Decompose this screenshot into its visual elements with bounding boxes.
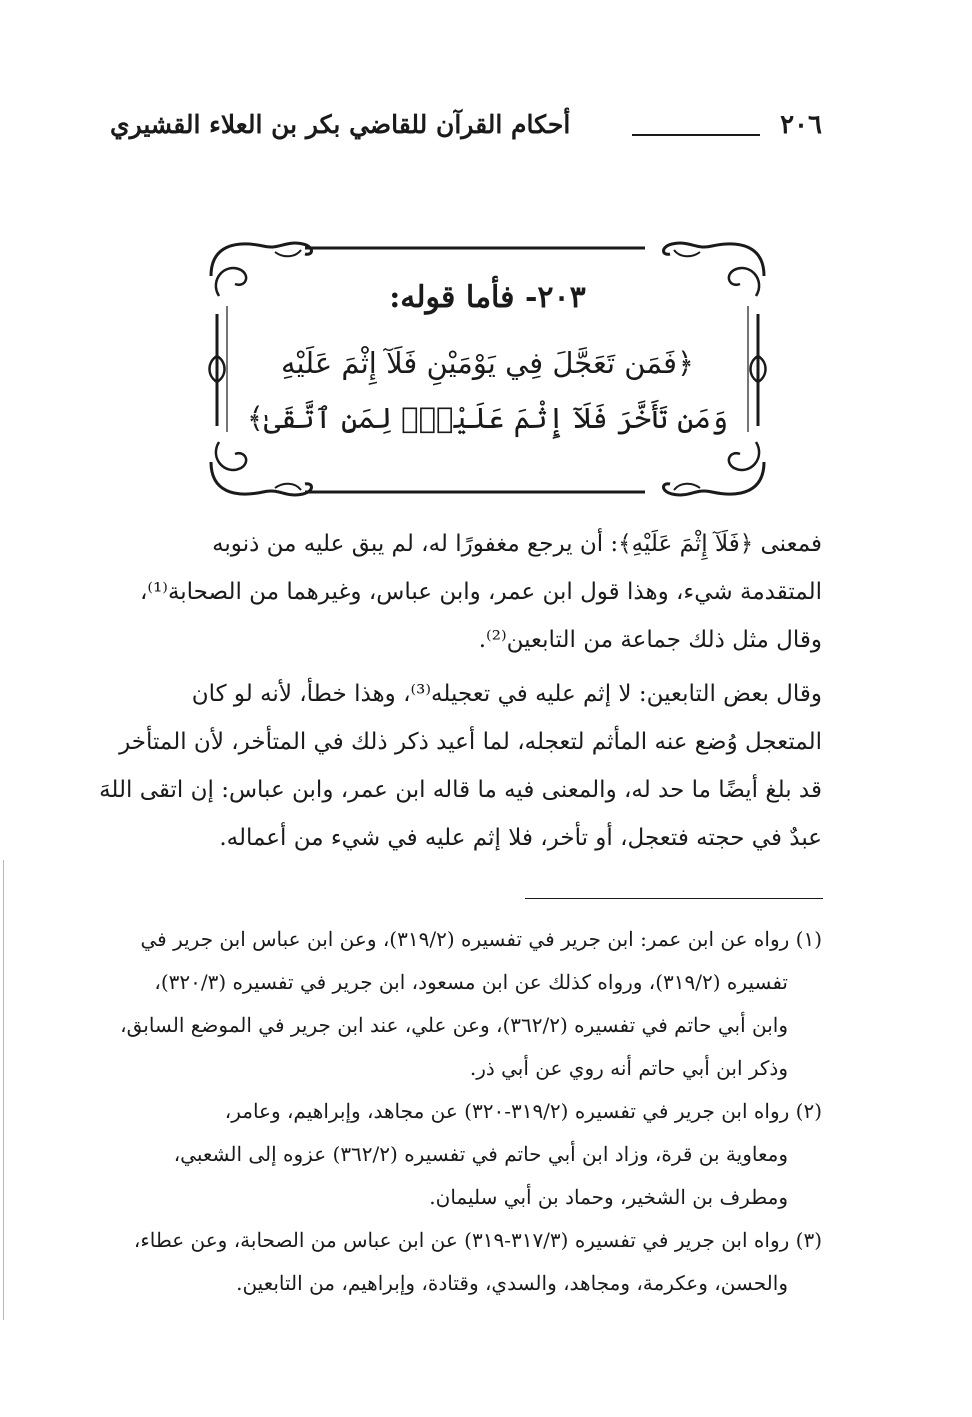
quran-verse-line-1: ﴿فَمَن تَعَجَّلَ فِي يَوْمَيْنِ فَلَآ إِثْمَ عَلَيْهِ — [281, 346, 694, 380]
footnote-line: (١) رواه عن ابن عمر: ابن جرير في تفسيره (٣١٩/٢)، وعن ابن عباس ابن جرير في — [140, 927, 822, 951]
footnote-line: وابن أبي حاتم في تفسيره (٣٦٢/٢)، وعن علي، عند ابن جرير في الموضع السابق، — [120, 1013, 788, 1037]
footnote-line: (٢) رواه ابن جرير في تفسيره (٣١٩/٢-٣٢٠) عن مجاهد، وإبراهيم، وعامر، — [224, 1099, 822, 1123]
text-line: المتقدمة شيء، وهذا قول ابن عمر، وابن عباس، وغيرهما من الصحابة⁽¹⁾، — [139, 579, 822, 605]
footnote-line: والحسن، وعكرمة، ومجاهد، والسدي، وقتادة، وإبراهيم، من التابعين. — [236, 1271, 788, 1295]
footnote-line: (٣) رواه ابن جرير في تفسيره (٣١٧/٣-٣١٩) عن ابن عباس من الصحابة، وعن عطاء، — [133, 1228, 822, 1252]
text-line: فمعنى ﴿فَلَآ إِثْمَ عَلَيْهِ﴾: أن يرجع مغفورًا له، لم يبق عليه من ذنوبه — [212, 531, 822, 557]
scan-margin-line — [3, 860, 4, 1320]
footnote-1 — [110, 918, 822, 1090]
text-line: وقال مثل ذلك جماعة من التابعين⁽²⁾. — [478, 627, 822, 653]
section-heading: ٢٠٣- فأما قوله: — [389, 280, 586, 315]
header-rule — [632, 134, 760, 136]
footnote-line: ومطرف بن الشخير، وحماد بن أبي سليمان. — [429, 1185, 788, 1209]
text-line: المتعجل وُضع عنه المأثم لتعجله، لما أعيد ذكر ذلك في المتأخر، لأن المتأخر — [119, 729, 822, 755]
frame-content — [205, 236, 770, 502]
ornamental-frame — [205, 236, 770, 502]
running-header — [110, 110, 822, 150]
text-line: وقال بعض التابعين: لا إثم عليه في تعجيله⁽³⁾، وهذا خطأ، لأنه لو كان — [191, 681, 822, 707]
footnote-3 — [110, 1219, 822, 1305]
footnote-line: تفسيره (٣١٩/٢)، ورواه كذلك عن ابن مسعود، ابن جرير في تفسيره (٣٢٠/٣)، — [154, 970, 788, 994]
footnote-2 — [110, 1090, 822, 1219]
text-line: عبدٌ في حجته فتعجل، أو تأخر، فلا إثم عليه في شيء من أعماله. — [219, 825, 822, 851]
body-paragraph-2 — [99, 670, 822, 862]
text-line: قد بلغ أيضًا ما حد له، والمعنى فيه ما قاله ابن عمر، وابن عباس: إن اتقى اللهَ — [99, 777, 822, 803]
footnotes — [110, 918, 822, 1305]
page-number: ٢٠٦ — [780, 110, 822, 140]
body-paragraph-1 — [110, 520, 822, 664]
book-title: أحكام القرآن للقاضي بكر بن العلاء القشيري — [110, 110, 571, 139]
footnote-line: وذكر ابن أبي حاتم أنه روي عن أبي ذر. — [469, 1056, 788, 1080]
quran-verse-line-2: وَمَن تَأَخَّرَ فَلَآ إِثْمَ عَلَيْهِۚ لِمَنِ ٱتَّقَىٰ﴾ — [246, 401, 729, 435]
footnote-line: ومعاوية بن قرة، وزاد ابن أبي حاتم في تفسيره (٣٦٢/٢) عزوه إلى الشعبي، — [173, 1142, 788, 1166]
footnote-separator — [525, 898, 823, 899]
